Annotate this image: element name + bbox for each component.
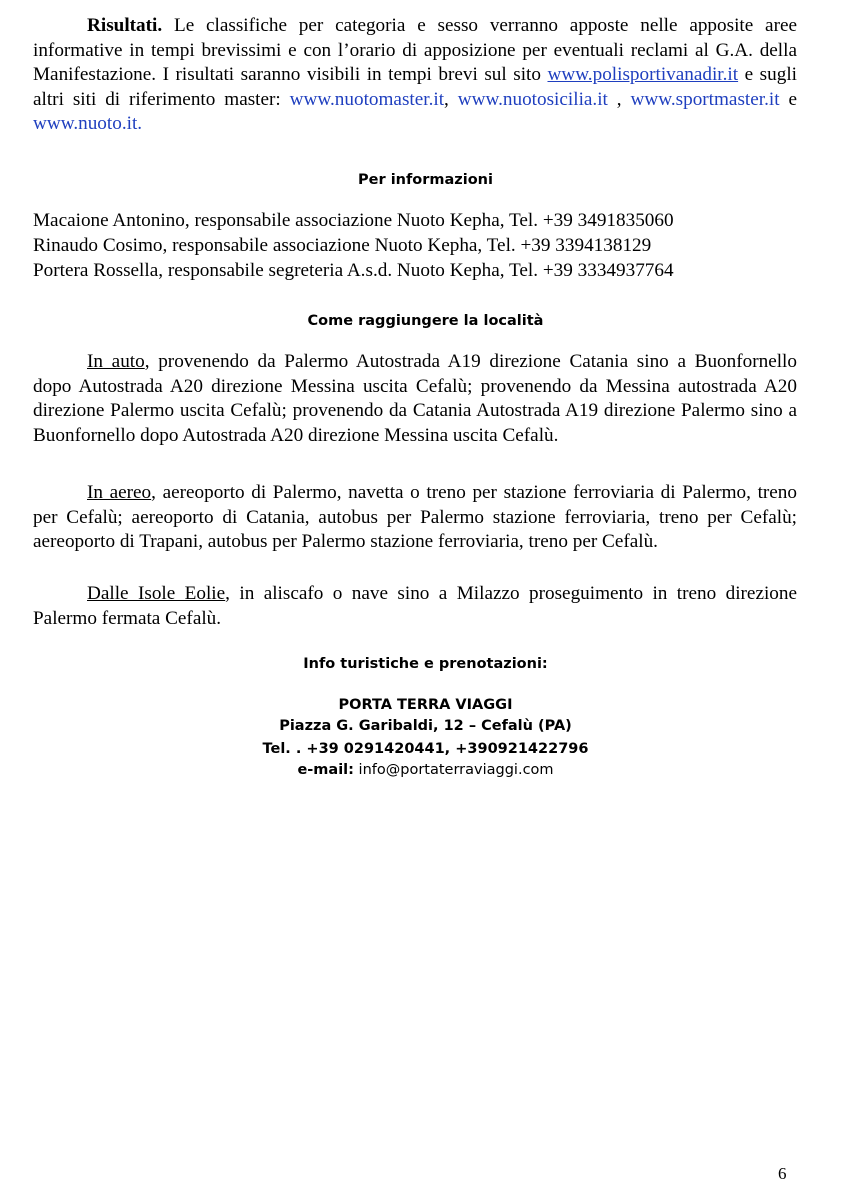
link-nuotosicilia[interactable]: www.nuotosicilia.it <box>457 88 608 110</box>
separator: e <box>779 88 797 110</box>
risultati-label: Risultati. <box>87 15 163 36</box>
in-aereo-text: , aereoporto di Palermo, navetta o treno per stazione ferroviaria di Palermo, treno per Cefalù; aereoporto di Catania, autobus per Palermo stazione ferroviaria, treno per Cefalù; aereoporto di Trapani, autobus per Palermo stazione ferroviaria, treno per Cefalù. <box>33 482 797 552</box>
isole-eolie-text: , in aliscafo o nave sino a Milazzo proseguimento in treno direzione Palermo fermata Cefalù. <box>33 583 797 629</box>
link-nuotomaster[interactable]: www.nuotomaster.it <box>289 88 445 110</box>
in-auto-label: In auto <box>87 351 145 372</box>
per-informazioni-heading: Per informazioni <box>358 172 493 188</box>
in-aereo-paragraph <box>33 481 797 555</box>
agency-phone: Tel. . +39 0291420441, +390921422796 <box>262 741 589 757</box>
in-aereo-label: In aereo <box>87 482 152 503</box>
isole-eolie-paragraph <box>33 582 797 631</box>
page-number: 6 <box>778 1164 787 1183</box>
risultati-text-2: e sugli altri siti di riferimento master: <box>33 64 797 110</box>
agency-address: Piazza G. Garibaldi, 12 – Cefalù (PA) <box>279 718 572 734</box>
contact-line: Macaione Antonino, responsabile associazione Nuoto Kepha, Tel. +39 3491835060 <box>33 210 674 231</box>
link-sportmaster[interactable]: www.sportmaster.it <box>630 88 780 110</box>
agency-name: PORTA TERRA VIAGGI <box>338 697 513 713</box>
in-auto-paragraph <box>33 350 797 448</box>
separator: , <box>444 88 458 110</box>
in-auto-text: , provenendo da Palermo Autostrada A19 direzione Catania sino a Buonfornello dopo Autostrada A20 direzione Messina uscita Cefalù; provenendo da Messina autostrada A20 direzione Palermo uscita Cefalù; provenendo da Catania Autostrada A19 direzione Palermo sino a Buonfornello dopo Autostrada A20 direzione Messina uscita Cefalù. <box>33 351 797 446</box>
come-raggiungere-heading: Come raggiungere la località <box>307 313 544 329</box>
contact-line: Rinaudo Cosimo, responsabile associazione Nuoto Kepha, Tel. +39 3394138129 <box>33 235 652 256</box>
period: . <box>137 113 143 134</box>
risultati-text: Le classifiche per categoria e sesso verranno apposte nelle apposite aree informative in tempi brevissimi e con l’orario di apposizione per eventuali reclami al G.A. della Manifestazione. I risultati saranno visibili in tempi brevi sul sito <box>33 15 797 85</box>
separator: , <box>607 88 631 110</box>
agency-email-line <box>0 760 851 781</box>
link-nuoto[interactable]: www.nuoto.it <box>33 113 138 134</box>
isole-eolie-label: Dalle Isole Eolie <box>87 583 226 604</box>
contact-line: Portera Rossella, responsabile segreteria A.s.d. Nuoto Kepha, Tel. +39 3334937764 <box>33 260 674 281</box>
email-address[interactable]: info@portaterraviaggi.com <box>353 762 554 778</box>
email-label: e-mail: <box>297 762 354 778</box>
info-turistiche-heading: Info turistiche e prenotazioni: <box>303 656 548 672</box>
link-polisportivanadir[interactable]: www.polisportivanadir.it <box>547 64 739 85</box>
risultati-paragraph <box>33 14 797 137</box>
